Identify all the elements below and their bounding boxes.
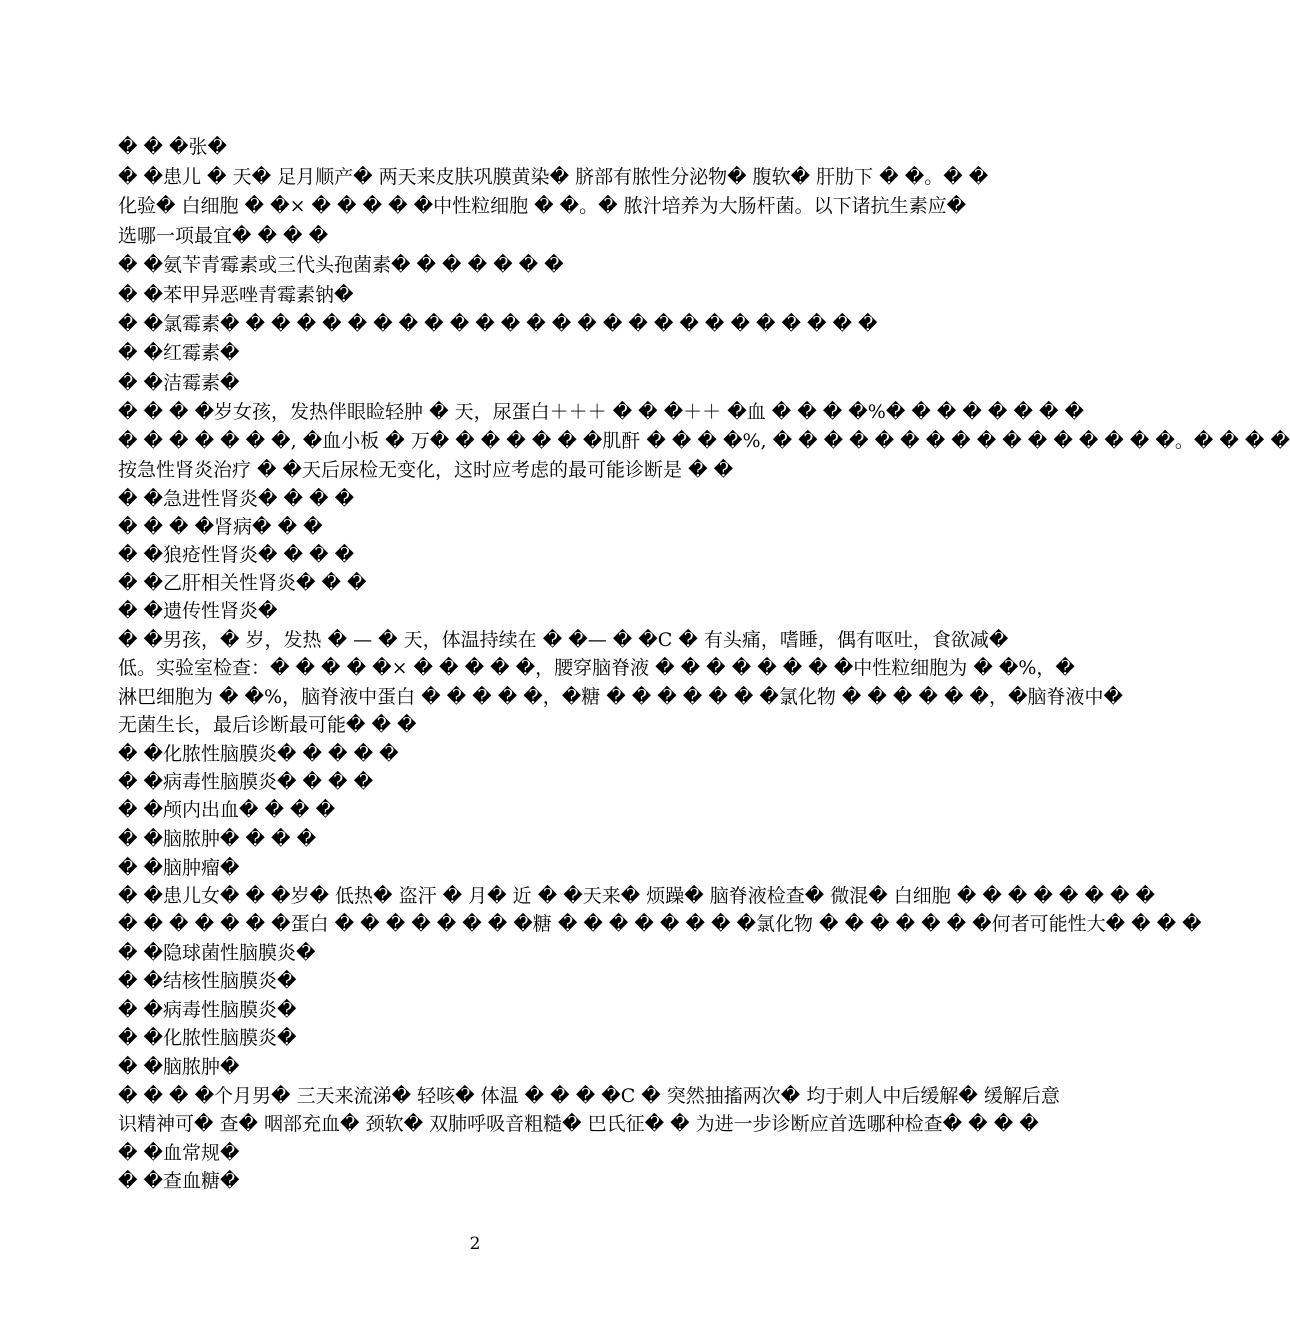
text-line: � �患儿 � 天� 足月顺产� 两天来皮肤巩膜黄染� 脐部有脓性分泌物� 腹软� 肝肋下 � �。� � <box>118 166 989 188</box>
text-line: � �脑脓肿� <box>118 1056 240 1078</box>
text-line: � � � � � � �, �血小板 � 万� � � � � � �肌酐 � � � �%, � � � � � � � � � � � � � � � �。� � � � <box>118 430 1290 452</box>
text-line: 无菌生长，最后诊断最可能� � � <box>118 714 417 736</box>
text-line: � �病毒性脑膜炎� � � � <box>118 771 374 793</box>
text-line: � �狼疮性肾炎� � � � <box>118 544 355 566</box>
text-line: � �氯霉素� � � � � � � � � � � � � � � � � � � � � � � � � � <box>118 313 878 335</box>
text-line: � � � �肾病� � � <box>118 516 323 538</box>
text-line: � �化脓性脑膜炎� <box>118 1027 297 1049</box>
text-line: � �化脓性脑膜炎� � � � � <box>118 743 399 765</box>
text-line: � �氨苄青霉素或三代头孢菌素� � � � � � � <box>118 254 564 276</box>
text-line: � �患儿女� � �岁� 低热� 盗汗 � 月� 近 � �天来� 烦躁� 脑脊液检查� 微混� 白细胞 � � � � � � � � <box>118 885 1155 907</box>
text-line: � �病毒性脑膜炎� <box>118 999 297 1021</box>
text-line: 选哪一项最宜� � � � <box>118 225 329 247</box>
text-line: � �苯甲异恶唑青霉素钠� <box>118 284 354 306</box>
text-line: 低。实验室检查：� � � � �× � � � � �，腰穿脑脊液 � � � � � � � �中性粒细胞为 � �%，� <box>118 657 1075 679</box>
text-line: 按急性肾炎治疗 � �天后尿检无变化，这时应考虑的最可能诊断是 � � <box>118 459 734 481</box>
text-line: � �结核性脑膜炎� <box>118 970 297 992</box>
text-line: � �乙肝相关性肾炎� � � <box>118 572 367 594</box>
text-line: 化验� 白细胞 � �× � � � � �中性粒细胞 � �。� 脓汁培养为大肠杆菌。以下诸抗生素应� <box>118 195 967 217</box>
text-line: � � �张� <box>118 136 228 158</box>
text-line: � �男孩，� 岁，发热 � — � 天，体温持续在 � �— � �C � 有头痛，嗜睡，偶有呕吐，食欲减� <box>118 629 1009 651</box>
page-number: 2 <box>469 1234 481 1254</box>
text-line: 淋巴细胞为 � �%，脑脊液中蛋白 � � � � �，�糖 � � � � � � �氯化物 � � � � � �，�脑脊液中� <box>118 686 1123 708</box>
text-line: � �红霉素� <box>118 342 240 364</box>
text-line: � �脑脓肿� � � � <box>118 828 317 850</box>
text-line: � �查血糖� <box>118 1170 240 1192</box>
text-line: � � � � � � �蛋白 � � � � � � � �糖 � � � � � � � �氯化物 � � � � � � �何者可能性大� � � � <box>118 913 1202 935</box>
text-line: � �血常规� <box>118 1142 240 1164</box>
text-line: � � � �岁女孩，发热伴眼睑轻肿 � 天，尿蛋白＋＋＋ � � �＋＋ �血 � � � �%� � � � � � � � <box>118 401 1084 423</box>
text-line: � �急进性肾炎� � � � <box>118 488 355 510</box>
text-line: � �洁霉素� <box>118 372 240 394</box>
text-line: 识精神可� 查� 咽部充血� 颈软� 双肺呼吸音粗糙� 巴氏征� � 为进一步诊断应首选哪种检查� � � � <box>118 1113 1039 1135</box>
text-line: � �隐球菌性脑膜炎� <box>118 942 316 964</box>
text-line: � �遗传性肾炎� <box>118 600 278 622</box>
text-line: � �脑肿瘤� <box>118 857 240 879</box>
text-line: � �颅内出血� � � � <box>118 799 336 821</box>
text-line: � � � �个月男� 三天来流涕� 轻咳� 体温 � � � �C � 突然抽搐两次� 均于刺人中后缓解� 缓解后意 <box>118 1085 1060 1107</box>
